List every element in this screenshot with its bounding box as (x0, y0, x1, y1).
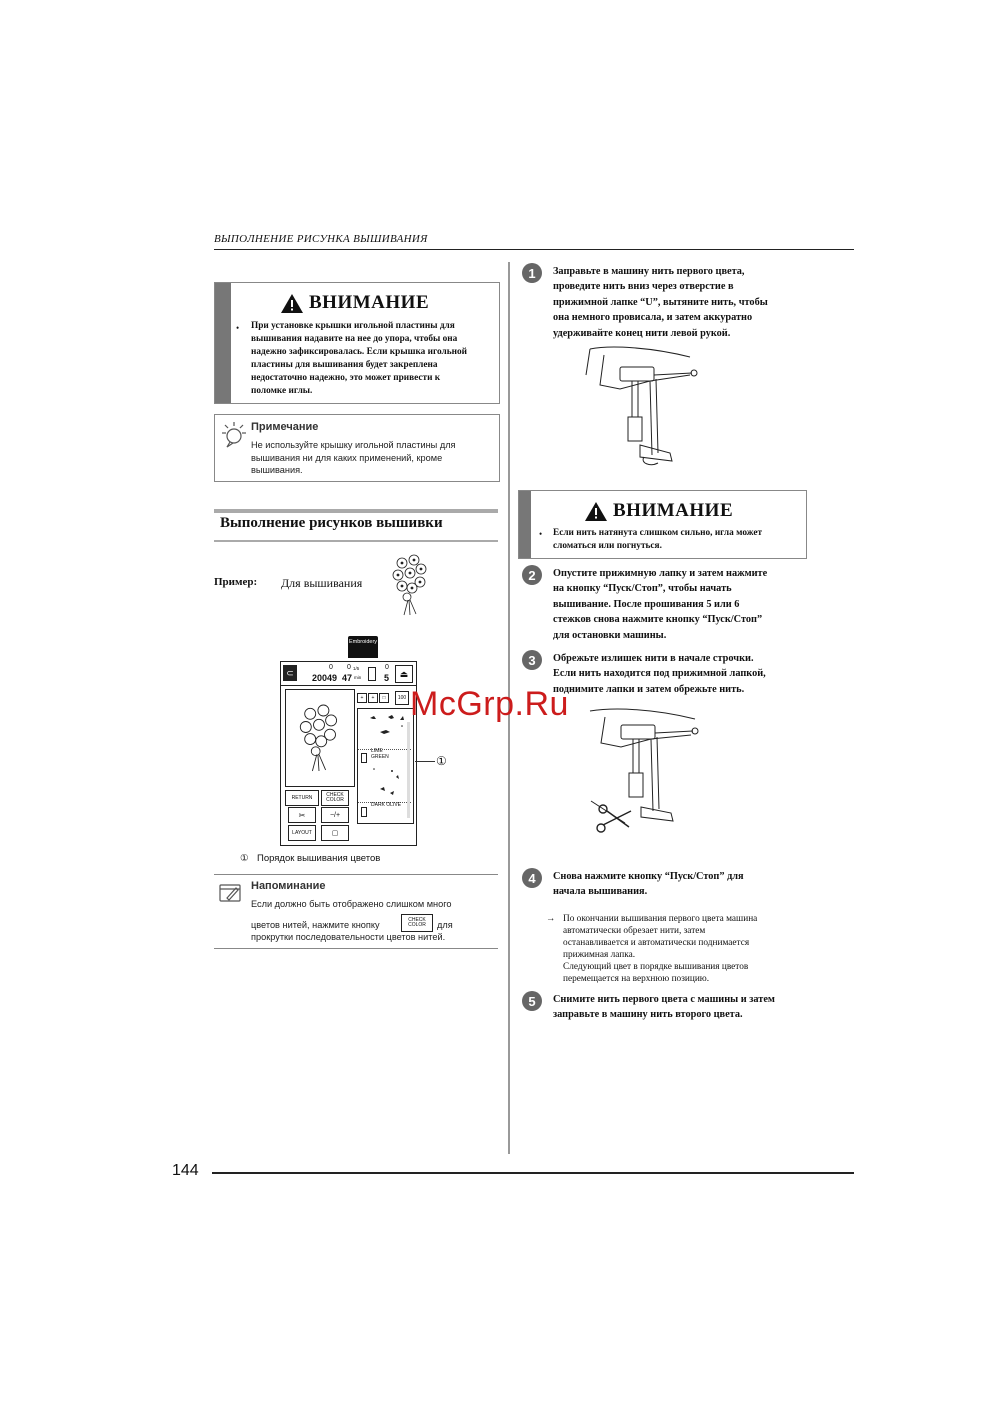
counter1: 20049 (312, 673, 338, 683)
note-icon (221, 421, 247, 449)
step-1-text: Заправьте в машину нить первого цвета, проведите нить вниз через отверстие в прижимной лапке “U”, вытяните нить, чтобы она немного провисала, и затем аккуратно удерживайте конец нити левой рукой. (553, 266, 768, 339)
watermark: McGrp.Ru (410, 685, 569, 723)
memo-line1: Если должно быть отображено слишком много (251, 899, 452, 909)
frame-button[interactable]: ▢ (321, 825, 349, 841)
zoom-box[interactable]: 100 (395, 691, 409, 705)
counter2-unit: min (354, 675, 362, 680)
counter1-top: 0 (329, 664, 333, 671)
step-1-number: 1 (522, 263, 542, 283)
caution-bar (215, 283, 231, 403)
note-text: Не используйте крышку игольной пластины для вышивания ни для каких применений, кроме вышивания. (251, 440, 456, 475)
spool-icon-2 (361, 807, 367, 817)
counter2-unit-top: 1/5 (353, 666, 360, 671)
zoom-minus-button[interactable]: + (368, 693, 378, 703)
warning-icon (281, 294, 303, 313)
zoom-plus-button[interactable]: + (357, 693, 367, 703)
caution-bullet: • (236, 323, 240, 333)
memo-line2b: для (437, 920, 453, 930)
section-bar-top (214, 509, 498, 513)
counter3: 5 (384, 673, 390, 683)
caution-text: При установке крышки игольной пластины для вышивания надавите на нее до упора, чтобы она надежно зафиксировалась. Если крышка игольной пластины для вышивания будет закреплена недостаточно надежно, это может привести к поломке иглы. (251, 321, 467, 396)
tension-button[interactable]: −/+ (321, 807, 349, 823)
caption-num: ① (240, 853, 249, 864)
header-rule (214, 249, 854, 250)
leaf-pattern-icon (368, 765, 408, 799)
example-value: Для вышивания (281, 576, 363, 590)
page-number: 144 (172, 1162, 199, 1179)
caution-heading-text: ВНИМАНИЕ (309, 292, 430, 313)
callout-leader (415, 761, 435, 762)
caution-box (214, 282, 500, 404)
thread-color-2: DARK OLIVE (371, 802, 402, 808)
memo-bottom-rule (214, 948, 498, 949)
memo-line2a: цветов нитей, нажмите кнопку (251, 920, 380, 930)
presser-foot-illustration-1 (580, 345, 710, 470)
memo-title: Напоминание (251, 880, 326, 892)
zoom-level-button[interactable]: □ (379, 693, 389, 703)
bird-pattern-icon (366, 712, 408, 744)
step-2-text: Опустите прижимную лапку и затем нажмите на кнопку “Пуск/Стоп”, чтобы начать вышивание. После прошивания 5 или 6 стежков снова нажмите кнопку “Пуск/Стоп” для остановки машины. (553, 568, 768, 641)
presser-foot-icon: ⊂ (283, 665, 297, 681)
counter3-top: 0 (385, 664, 389, 671)
counter2-top: 0 (347, 664, 351, 671)
note-box (214, 414, 500, 482)
memo-book-icon (218, 882, 244, 904)
bouquet-pattern-image (390, 553, 430, 617)
memo-check-color-button: CHECK COLOR (401, 914, 433, 932)
result-arrow: → (546, 914, 556, 924)
thread-spool-icon (368, 667, 376, 681)
step-5-text: Снимите нить первого цвета с машины и затем заправьте в машину нить второго цвета. (553, 994, 775, 1021)
step-3-text: Обрежьте излишек нити в начале строчки. Если нить находится под прижимной лапкой, поднимите лапки и затем обрежьте нить. (553, 653, 766, 695)
check-color-button[interactable]: CHECK COLOR (321, 790, 349, 806)
step-5-number: 5 (522, 991, 542, 1011)
step-3-number: 3 (522, 650, 542, 670)
note-title: Примечание (251, 421, 319, 433)
example-label: Пример: (214, 576, 258, 588)
warning-icon (585, 502, 607, 521)
caution-bar-2 (519, 491, 531, 558)
caution-2-text: Если нить натянута слишком сильно, игла может сломаться или погнуться. (553, 528, 763, 551)
scroll-bar[interactable] (407, 722, 410, 818)
thread-color-1: LIME GREEN (371, 748, 389, 760)
pattern-preview-image (297, 702, 341, 774)
caution-box-2 (518, 490, 807, 559)
section-title-text: Выполнение рисунков вышивки (220, 515, 443, 531)
memo-top-rule (214, 874, 498, 875)
step-4-text: Снова нажмите кнопку “Пуск/Стоп” для начала вышивания. (553, 871, 744, 898)
caution-heading (281, 292, 429, 314)
caution-heading-2-text: ВНИМАНИЕ (613, 500, 734, 521)
footer-rule (212, 1172, 854, 1174)
embroidery-tab: Embroidery (348, 636, 378, 658)
caution-heading-2 (585, 500, 733, 522)
lcd-screen (280, 661, 417, 846)
zoom-controls (357, 691, 413, 705)
counter2: 47 (342, 673, 353, 683)
section-title (214, 509, 498, 542)
memo-line3: прокрутки последовательности цветов нитей. (251, 932, 446, 942)
caption-text: Порядок вышивания цветов (257, 853, 381, 864)
callout-marker: ① (436, 754, 447, 768)
caution-2-bullet: • (539, 529, 543, 539)
trim-button[interactable]: ✂ (288, 807, 316, 823)
step-4-number: 4 (522, 868, 542, 888)
presser-foot-illustration-2 (585, 707, 710, 847)
result-text: По окончании вышивания первого цвета машина автоматически обрезает нити, затем останавливается и автоматически поднимается прижимная лапка. Следующий цвет в порядке вышивания цветов перемещается на верхнюю позицию. (563, 914, 758, 984)
page-header-title: ВЫПОЛНЕНИЕ РИСУНКА ВЫШИВАНИЯ (214, 233, 428, 245)
layout-button[interactable]: LAYOUT (288, 825, 316, 841)
step-2-number: 2 (522, 565, 542, 585)
return-button[interactable]: RETURN (285, 790, 319, 806)
section-bar-bottom (214, 540, 498, 542)
needle-position-button[interactable]: ⏏ (395, 665, 413, 683)
